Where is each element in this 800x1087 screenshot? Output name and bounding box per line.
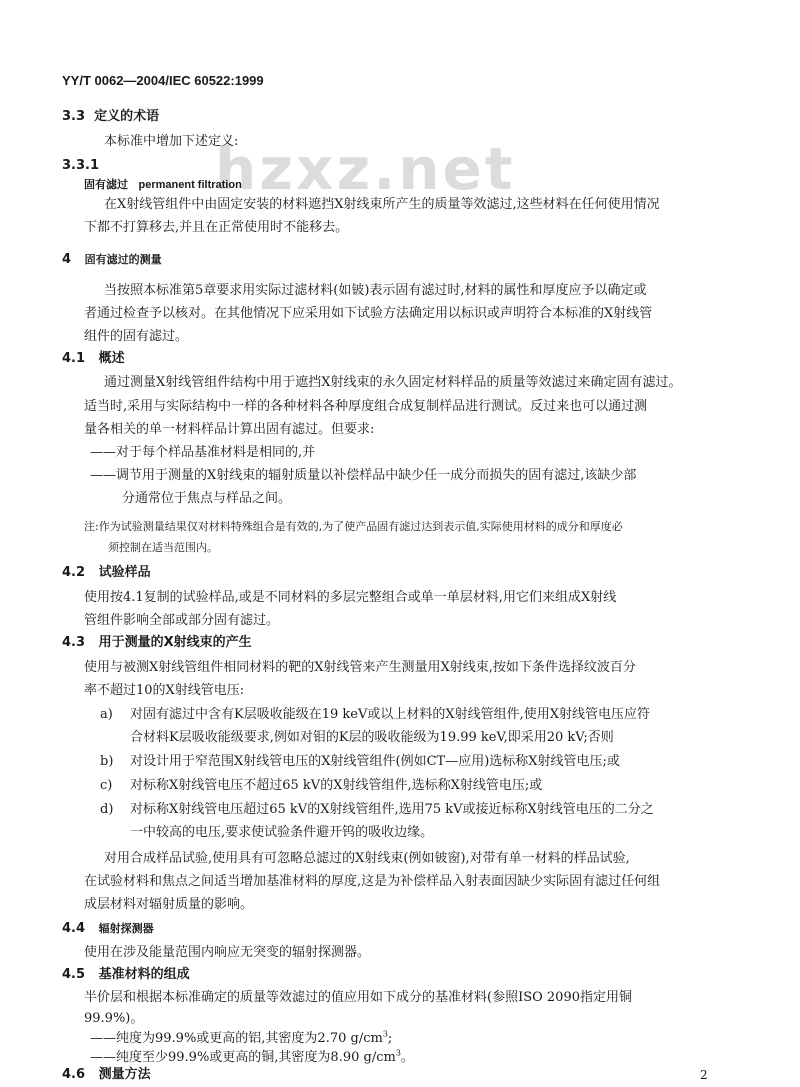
list-item-text: 对标称X射线管电压超过65 kV的X射线管组件,选用75 kV或接近标称X射线管电压的二分之 — [130, 802, 654, 817]
list-marker: d) — [100, 802, 114, 817]
section-number: 4 — [62, 252, 72, 267]
paragraph-line: 半价层和根据本标准确定的质量等效滤过的值应用如下成分的基准材料(参照ISO 2090指定用铜 — [84, 990, 632, 1005]
paragraph-line: 成层材料对辐射质量的影响。 — [84, 897, 254, 912]
note-line: 须控制在适当范围内。 — [108, 541, 218, 554]
section-number: 4.6 — [62, 1067, 86, 1082]
section-number: 4.5 — [62, 967, 86, 982]
section-4-3-heading — [62, 635, 252, 651]
section-4-1-heading — [62, 351, 125, 367]
note-line: 注:作为试验测量结果仅对材料特殊组合是有效的,为了使产品固有滤过达到表示值,实际使用材料的成分和厚度必 — [84, 520, 623, 533]
section-number: 4.3 — [62, 635, 86, 650]
paragraph-line: 使用按4.1复制的试验样品,或是不同材料的多层完整组合或单一单层材料,用它们来组成X射线 — [84, 590, 617, 605]
page-number: 2 — [700, 1068, 708, 1082]
list-marker: b) — [100, 754, 114, 769]
paragraph-line: 下都不打算移去,并且在正常使用时不能移去。 — [84, 220, 349, 235]
list-item-text: 合材料K层吸收能级要求,例如对钼的K层的吸收能级为19.99 keV,即采用20 kV;否则 — [130, 730, 614, 745]
section-4-heading — [62, 252, 162, 268]
paragraph-line: 对用合成样品试验,使用具有可忽略总滤过的X射线束(例如铍窗),对带有单一材料的样品试验, — [104, 851, 630, 866]
paragraph-line: 在X射线管组件中由固定安装的材料遮挡X射线束所产生的质量等效滤过,这些材料在任何使用情况 — [104, 197, 660, 212]
section-title: 概述 — [98, 351, 125, 366]
section-title: 测量方法 — [98, 1067, 151, 1082]
section-4-4-heading — [62, 921, 154, 937]
section-title: 基准材料的组成 — [98, 967, 190, 982]
list-marker: a) — [100, 707, 113, 722]
paragraph-line: 率不超过10的X射线管电压: — [84, 683, 245, 698]
section-title: 辐射探测器 — [98, 922, 154, 935]
dash-item: ——调节用于测量的X射线束的辐射质量以补偿样品中缺少任一成分而损失的固有滤过,该缺少部 — [90, 468, 637, 483]
section-title: 定义的术语 — [94, 109, 160, 124]
section-title: 用于测量的X射线束的产生 — [98, 635, 252, 650]
list-item-text: 一中较高的电压,要求使试验条件避开钨的吸收边缘。 — [130, 825, 434, 840]
paragraph-line: 管组件影响全部或部分固有滤过。 — [84, 613, 280, 628]
paragraph-line: 适当时,采用与实际结构中一样的各种材料各种厚度组合成复制样品进行测试。反过来也可以通过测 — [84, 399, 648, 414]
term-chinese: 固有滤过 — [84, 178, 128, 191]
paragraph-line: 在试验材料和焦点之间适当增加基准材料的厚度,这是为补偿样品入射表面因缺少实际固有滤过任何组 — [84, 874, 661, 889]
dash-item-copper: ——纯度至少99.9%或更高的铜,其密度为8.90 $g/cm^3$。 — [90, 1048, 414, 1065]
section-3-3-heading — [62, 109, 159, 125]
paragraph-line: 使用与被测X射线管组件相同材料的靶的X射线管来产生测量用X射线束,按如下条件选择纹波百分 — [84, 660, 636, 675]
section-number: 4.1 — [62, 351, 86, 366]
section-number: 4.4 — [62, 921, 86, 936]
section-4-5-heading — [62, 967, 190, 983]
section-4-2-heading — [62, 565, 151, 581]
paragraph-line: 使用在涉及能量范围内响应无突变的辐射探测器。 — [84, 945, 371, 960]
paragraph-line: 组件的固有滤过。 — [84, 329, 189, 344]
paragraph-line: 量各相关的单一材料样品计算出固有滤过。但要求: — [84, 422, 375, 437]
list-item-text: 对固有滤过中含有K层吸收能级在19 keV或以上材料的X射线管组件,使用X射线管电压应符 — [130, 707, 650, 722]
section-number: 4.2 — [62, 565, 86, 580]
paragraph-line: 通过测量X射线管组件结构中用于遮挡X射线束的永久固定材料样品的质量等效滤过来确定固有滤过。 — [104, 375, 682, 390]
dash-item: ——对于每个样品基准材料是相同的,并 — [90, 445, 316, 460]
dash-item-aluminium: ——纯度为99.9%或更高的铝,其密度为2.70 $g/cm^3$; — [90, 1029, 393, 1046]
term-english: permanent filtration — [138, 179, 242, 191]
section-title: 固有滤过的测量 — [84, 253, 162, 266]
list-item-text: 对标称X射线管电压不超过65 kV的X射线管组件,选标称X射线管电压;或 — [130, 778, 543, 793]
dash-item-continuation: 分通常位于焦点与样品之间。 — [122, 491, 292, 506]
list-marker: c) — [100, 778, 113, 793]
term-entry — [84, 177, 242, 193]
standard-header: YY/T 0062—2004/IEC 60522:1999 — [62, 73, 264, 88]
section-title: 试验样品 — [98, 565, 151, 580]
section-4-6-heading — [62, 1067, 151, 1083]
paragraph-line: 99.9%)。 — [84, 1011, 144, 1026]
paragraph-line: 当按照本标准第5章要求用实际过滤材料(如铍)表示固有滤过时,材料的属性和厚度应予以确定或 — [104, 283, 647, 298]
section-number: 3.3 — [62, 109, 86, 124]
watermark: hzxz.net — [215, 135, 516, 203]
list-item-text: 对设计用于窄范围X射线管电压的X射线管组件(例如CT—应用)选标称X射线管电压;或 — [130, 754, 620, 769]
paragraph-line: 者通过检查予以核对。在其他情况下应采用如下试验方法确定用以标识或声明符合本标准的X射线管 — [84, 306, 653, 321]
section-3-3-1-number: 3.3.1 — [62, 158, 100, 173]
paragraph-line: 本标准中增加下述定义: — [104, 134, 239, 149]
